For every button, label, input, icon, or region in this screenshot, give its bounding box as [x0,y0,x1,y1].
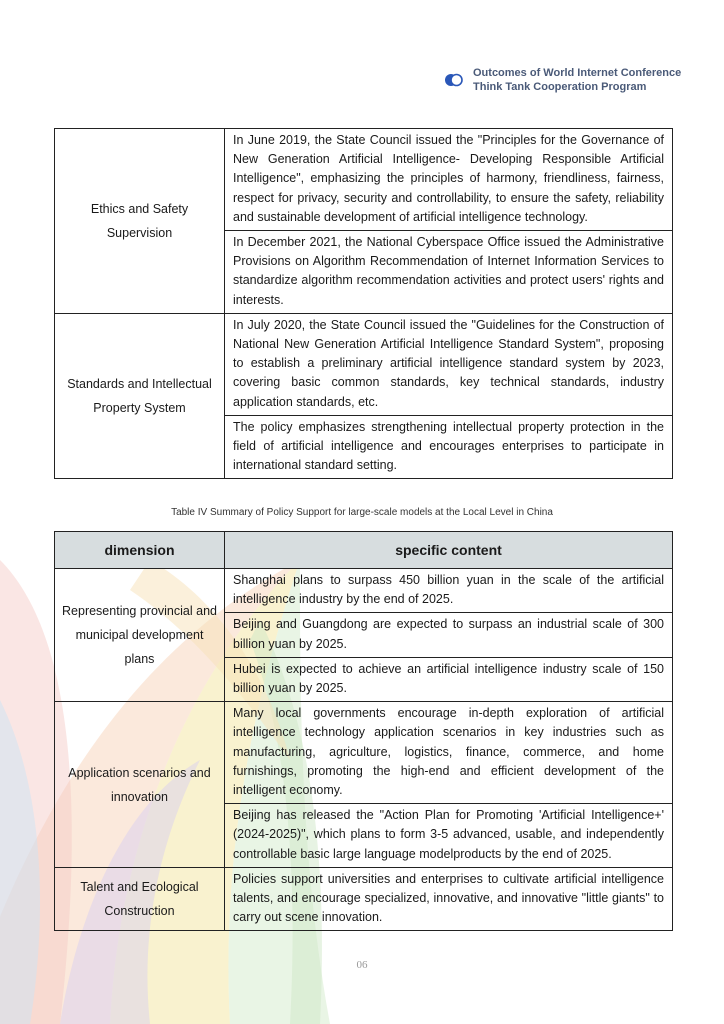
content-cell: Beijing has released the "Action Plan for Promoting 'Artificial Intelligence+' (2024-2025)", which plans to form 3-5 advanced, usable, and independently controllable basic large language modelproducts by the end of 2025. [225,804,673,868]
content-cell: In December 2021, the National Cyberspace Office issued the Administrative Provisions on Algorithm Recommendation of Internet Information Services to standardize algorithm recommendation activities and protect users' rights and interests. [225,231,673,314]
page-header [444,66,681,94]
content-cell: The policy emphasizes strengthening intellectual property protection in the field of artificial intelligence and encourages enterprises to participate in international standard setting. [225,415,673,479]
header-line-2: Think Tank Cooperation Program [473,81,647,93]
dimension-cell: Talent and Ecological Construction [55,867,225,931]
content-cell: Policies support universities and enterprises to cultivate artificial intelligence talents, and encourage specialized, innovative, and innovative "little giants" to carry out scene innovation. [225,867,673,931]
dimension-cell: Standards and Intellectual Property System [55,313,225,479]
content-cell: In June 2019, the State Council issued the "Principles for the Governance of New Generation Artificial Intelligence- Developing Responsible Artificial Intelligence", emphasizing the principles of harmony, friendliness, fairness, respect for privacy, security and controllability, to ensure the safety, reliability and sustainable development of artificial intelligence technology. [225,129,673,231]
content-cell: Many local governments encourage in-depth exploration of artificial intelligence technology application scenarios in key industries such as manufacturing, agriculture, logistics, finance, commerce, and home furnishings, promoting the high-end and efficient development of the intelligent economy. [225,702,673,804]
logo-icon [444,73,464,87]
table-header-row [55,532,673,569]
page-number: 06 [356,959,368,971]
content-cell: In July 2020, the State Council issued the "Guidelines for the Construction of National New Generation Artificial Intelligence Standard System", proposing to establish a preliminary artificial intelligence standard system by 2023, covering basic common standards, key technical standards, industry application standards, etc. [225,313,673,415]
dimension-cell: Application scenarios and innovation [55,702,225,868]
table-row [55,129,673,231]
header-line-1: Outcomes of World Internet Conference [473,67,682,79]
table-row [55,569,673,613]
content-cell: Shanghai plans to surpass 450 billion yuan in the scale of the artificial intelligence industry by the end of 2025. [225,569,673,613]
table-caption: Table IV Summary of Policy Support for large-scale models at the Local Level in China [171,507,553,518]
table-row [55,313,673,415]
dimension-cell: Ethics and Safety Supervision [55,129,225,314]
table-row [55,867,673,931]
column-header-dimension: dimension [55,532,225,569]
column-header-content: specific content [225,532,673,569]
content-cell: Beijing and Guangdong are expected to surpass an industrial scale of 300 billion yuan by 2025. [225,613,673,657]
table-row [55,702,673,804]
policy-table-local [54,531,673,931]
policy-table-national [54,128,673,479]
content-cell: Hubei is expected to achieve an artificial intelligence industry scale of 150 billion yuan by 2025. [225,657,673,701]
dimension-cell: Representing provincial and municipal development plans [55,569,225,702]
